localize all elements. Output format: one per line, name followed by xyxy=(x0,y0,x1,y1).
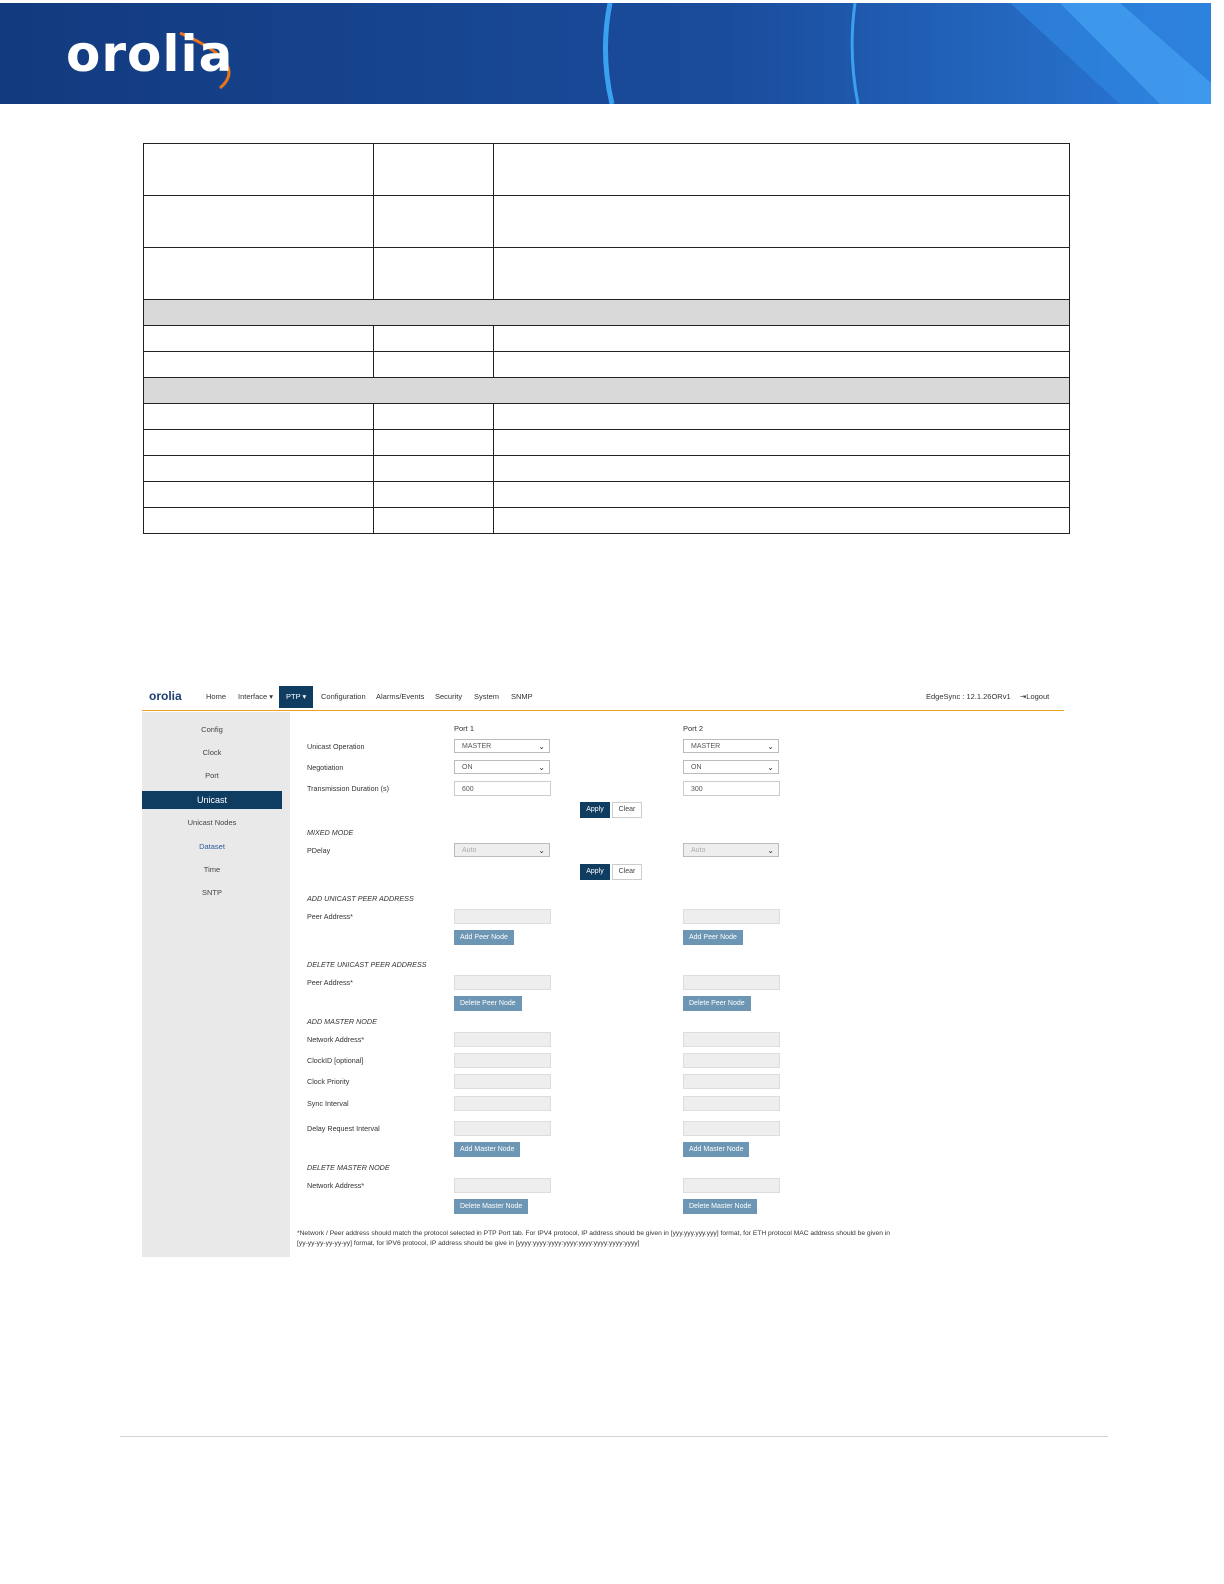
table-row xyxy=(144,404,1070,430)
add-master-heading: ADD MASTER NODE xyxy=(307,1017,377,1026)
add-peer-heading: ADD UNICAST PEER ADDRESS xyxy=(307,894,414,903)
nav-configuration[interactable]: Configuration xyxy=(321,692,366,701)
port1-clockid-input[interactable] xyxy=(454,1053,551,1068)
header-banner xyxy=(0,3,1211,104)
sidebar-item-time[interactable]: Time xyxy=(203,865,221,874)
sidebar xyxy=(142,712,290,1257)
sidebar-item-unicast-nodes[interactable]: Unicast Nodes xyxy=(187,818,237,827)
port2-clock-priority-input[interactable] xyxy=(683,1074,780,1089)
port1-add-master-button[interactable]: Add Master Node xyxy=(454,1142,520,1157)
parameter-table xyxy=(143,143,1070,534)
port1-delete-master-input[interactable] xyxy=(454,1178,551,1193)
port2-pdelay-value: Auto xyxy=(691,847,706,854)
table-section-row xyxy=(144,300,1070,326)
chevron-down-icon: ⌄ xyxy=(767,846,774,855)
table-row xyxy=(144,430,1070,456)
port1-add-peer-button[interactable]: Add Peer Node xyxy=(454,930,514,945)
nav-alarms-events[interactable]: Alarms/Events xyxy=(376,692,425,701)
network-address-label: Network Address* xyxy=(307,1035,365,1044)
table-row xyxy=(144,326,1070,352)
port2-add-peer-input[interactable] xyxy=(683,909,780,924)
port1-sync-interval-input[interactable] xyxy=(454,1096,551,1111)
port2-duration-input[interactable]: 300 xyxy=(683,781,780,796)
port2-unicast-operation-select[interactable] xyxy=(683,739,779,753)
port2-add-peer-button[interactable]: Add Peer Node xyxy=(683,930,743,945)
mixed-mode-heading: MIXED MODE xyxy=(307,828,354,837)
nav-home[interactable]: Home xyxy=(206,692,227,701)
clockid-label: ClockID [optional] xyxy=(307,1056,364,1065)
add-peer-address-label: Peer Address* xyxy=(307,912,353,921)
pdelay-clear-button[interactable]: Clear xyxy=(612,864,642,880)
logout-icon: ⇥ xyxy=(1020,692,1027,701)
chevron-down-icon: ⌄ xyxy=(767,763,774,772)
port1-unicast-operation-select[interactable] xyxy=(454,739,550,753)
chevron-down-icon: ⌄ xyxy=(538,846,545,855)
port2-negotiation-value: ON xyxy=(691,764,702,771)
port2-sync-interval-input[interactable] xyxy=(683,1096,780,1111)
port1-negotiation-value: ON xyxy=(462,764,473,771)
port2-operation-value: MASTER xyxy=(691,743,721,750)
logout-label: Logout xyxy=(1026,692,1050,701)
port2-delete-master-input[interactable] xyxy=(683,1178,780,1193)
orolia-logo: orolia xyxy=(66,25,234,83)
pdelay-apply-button[interactable]: Apply xyxy=(580,864,610,880)
nav-ptp[interactable]: PTP ▾ xyxy=(279,686,313,708)
port1-pdelay-select[interactable] xyxy=(454,843,550,857)
delete-peer-address-label: Peer Address* xyxy=(307,978,353,987)
port2-delete-master-button[interactable]: Delete Master Node xyxy=(683,1199,757,1214)
sidebar-item-port[interactable]: Port xyxy=(205,771,219,780)
port1-pdelay-value: Auto xyxy=(462,847,477,854)
port1-duration-input[interactable]: 600 xyxy=(454,781,551,796)
table-row xyxy=(144,248,1070,300)
port2-negotiation-select[interactable] xyxy=(683,760,779,774)
table-row xyxy=(144,456,1070,482)
sidebar-item-sntp[interactable]: SNTP xyxy=(201,888,222,897)
nav-system[interactable]: System xyxy=(474,692,500,701)
port2-header: Port 2 xyxy=(683,724,704,733)
device-version: EdgeSync : 12.1.26ORv1 xyxy=(926,692,1011,701)
port2-add-master-button[interactable]: Add Master Node xyxy=(683,1142,749,1157)
table-row xyxy=(144,352,1070,378)
port1-network-address-input[interactable] xyxy=(454,1032,551,1047)
port1-operation-value: MASTER xyxy=(462,743,492,750)
unicast-operation-label: Unicast Operation xyxy=(307,742,365,751)
nav-snmp[interactable]: SNMP xyxy=(511,692,533,701)
port2-delay-request-input[interactable] xyxy=(683,1121,780,1136)
port2-pdelay-select[interactable] xyxy=(683,843,779,857)
top-nav xyxy=(142,682,1064,711)
chevron-down-icon: ⌄ xyxy=(538,742,545,751)
delete-network-address-label: Network Address* xyxy=(307,1181,365,1190)
address-format-note: *Network / Peer address should match the protocol selected in PTP Port tab. For IPV4 protocol, IP address should be given in [yyy.yyy.yyy.yyy] format, for ETH protocol MAC address should be given in [yy-yy-yy-yy-yy-yy] format, for IPV6 protocol, IP address should be give in [yyyy:yyyy:yyyy:yyyy:yyyy:yyyy:yyyy:yyyy] xyxy=(297,1230,890,1247)
port1-negotiation-select[interactable] xyxy=(454,760,550,774)
port1-header: Port 1 xyxy=(454,724,475,733)
port1-add-peer-input[interactable] xyxy=(454,909,551,924)
logout-link[interactable] xyxy=(1020,692,1049,701)
clock-priority-label: Clock Priority xyxy=(307,1077,350,1086)
port1-delete-master-button[interactable]: Delete Master Node xyxy=(454,1199,528,1214)
table-row xyxy=(144,196,1070,248)
port1-clock-priority-input[interactable] xyxy=(454,1074,551,1089)
delete-master-heading: DELETE MASTER NODE xyxy=(307,1163,390,1172)
port1-delete-peer-input[interactable] xyxy=(454,975,551,990)
apply-button[interactable]: Apply xyxy=(580,802,610,818)
footer-divider xyxy=(120,1436,1108,1437)
transmission-duration-label: Transmission Duration (s) xyxy=(307,784,390,793)
chevron-down-icon: ⌄ xyxy=(767,742,774,751)
pdelay-label: PDelay xyxy=(307,846,331,855)
table-section-row xyxy=(144,378,1070,404)
table-row xyxy=(144,482,1070,508)
port1-delay-request-input[interactable] xyxy=(454,1121,551,1136)
table-row xyxy=(144,508,1070,534)
sidebar-item-dataset[interactable]: Dataset xyxy=(199,842,225,851)
clear-button[interactable]: Clear xyxy=(612,802,642,818)
delay-request-interval-label: Delay Request Interval xyxy=(307,1124,380,1133)
port2-delete-peer-input[interactable] xyxy=(683,975,780,990)
sidebar-item-unicast[interactable]: Unicast xyxy=(142,791,282,809)
sidebar-item-clock[interactable]: Clock xyxy=(202,748,222,757)
port2-clockid-input[interactable] xyxy=(683,1053,780,1068)
nav-logo: orolia xyxy=(149,689,182,703)
ptp-unicast-screenshot xyxy=(142,682,1064,1257)
port2-delete-peer-button[interactable]: Delete Peer Node xyxy=(683,996,751,1011)
chevron-down-icon: ⌄ xyxy=(538,763,545,772)
port2-network-address-input[interactable] xyxy=(683,1032,780,1047)
sync-interval-label: Sync Interval xyxy=(307,1099,349,1108)
table-row xyxy=(144,144,1070,196)
nav-interface[interactable]: Interface ▾ xyxy=(238,692,274,701)
delete-peer-heading: DELETE UNICAST PEER ADDRESS xyxy=(307,960,427,969)
sidebar-item-config[interactable]: Config xyxy=(201,725,223,734)
negotiation-label: Negotiation xyxy=(307,763,344,772)
port1-delete-peer-button[interactable]: Delete Peer Node xyxy=(454,996,522,1011)
nav-security[interactable]: Security xyxy=(435,692,463,701)
